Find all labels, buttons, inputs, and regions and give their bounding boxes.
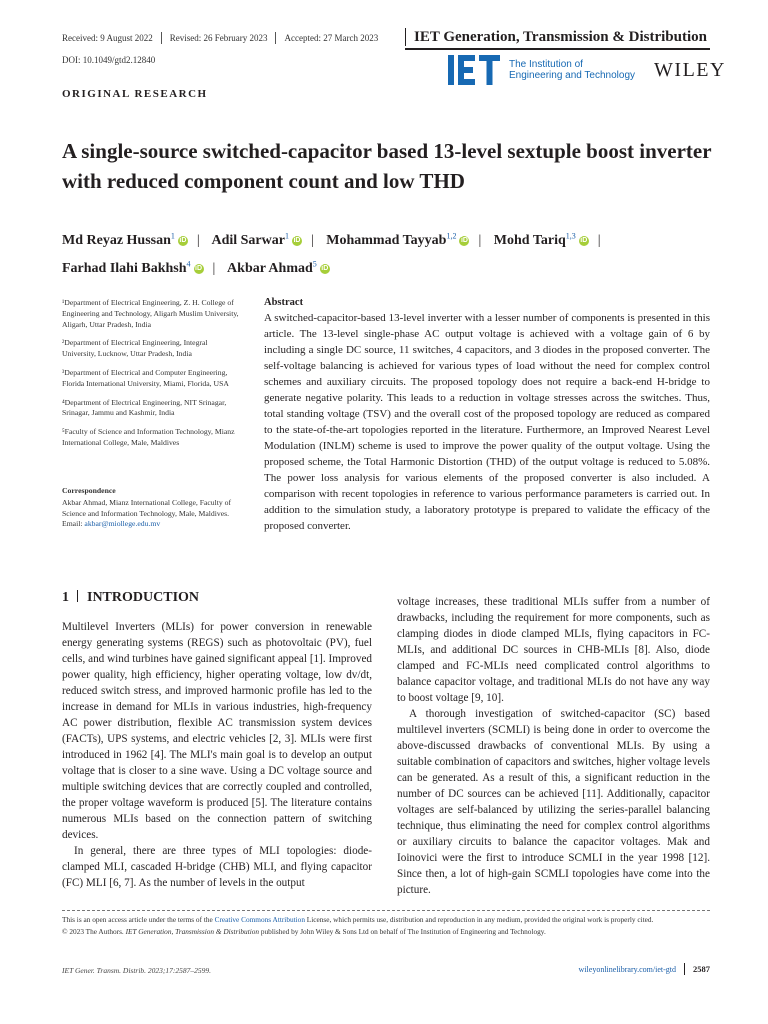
license-notice <box>62 914 710 938</box>
correspondence-email: Email: akbar@miollege.edu.mv <box>62 519 161 529</box>
orcid-icon[interactable]: iD <box>179 236 187 244</box>
abstract-text: A switched-capacitor-based 13-level inverter with a lesser number of components is presented in this article. The 13-level single-phase AC output voltage is achieved with a voltage gain of 6 by including a single DC source, 11 switches, 4 capacitors, and 3 diodes in the proposed converter. The self-voltage balancing is achieved for various types of load without the need for complex control schemes and auxiliary circuits. The proposed topology does not require a back-end H-bridge to generate negative polarity. This leads to a reduction in voltage stresses across the switches. Thus, total standing voltage (TSV) and the overall cost of the proposed topology are reduced as compared to the state-of-the-art topologies reported in the literature. Furthermore, an Improved Nearest Level Modulation (INLM) scheme is used to improve the power quality of the output voltage. Using the proposed scheme, the Total Harmonic Distortion (THD) of the output voltage is reduced to 5.08%. The power loss analysis for various elements of the proposed converter is also included. A comparison with recent topologies in reference to various performance parameters is carried out. In addition to the simulation study, a laboratory prototype is prepared to validate the efficacy of the proposed converter. <box>264 312 710 532</box>
journal-url-link[interactable]: wileyonlinelibrary.com/iet-gtd <box>578 964 676 974</box>
section-title: INTRODUCTION <box>87 590 200 605</box>
correspondence-heading: Correspondence <box>62 486 116 495</box>
orcid-icon[interactable]: iD <box>321 265 329 273</box>
author[interactable]: Md Reyaz Hussan$^1$iD <box>62 231 187 248</box>
author[interactable]: Adil Sarwar$^1$iD <box>211 231 301 248</box>
author[interactable]: Mohd Tariq$^{1,3}$iD <box>493 231 588 248</box>
abstract-heading: Abstract <box>264 297 304 308</box>
doi[interactable]: DOI: 10.1049/gtd2.12840 <box>62 55 156 65</box>
affiliation: ³Department of Electrical and Computer Engineering, Florida International University, Miami, Florida, USA <box>62 367 229 388</box>
affiliation: ²Department of Electrical Engineering, Integral University, Lucknow, Uttar Pradesh, India <box>62 338 208 359</box>
paragraph: A thorough investigation of switched-capacitor (SC) based multilevel inverters (SCMLI) is being done in order to overcome the above-discussed drawbacks of conventional MLIs. By using a suitable combination of capacitors and switches, higher voltage levels can be generated. As a result of this, a significant reduction in the number of DC sources can be achieved [11]. Additionally, capacitor voltages are self-balanced by utilizing the series-parallel balancing technique, thus eliminating the need for complex control algorithms or auxiliary circuits to balance the capacitor voltages. Mak and Ioinovici were the first to introduce SCMLI in the year 1998 [12]. Since then, a lot of high-gain SCMLI topologies have come into the picture. <box>397 708 710 896</box>
author[interactable]: Farhad Ilahi Bakhsh$^4$iD <box>62 259 202 277</box>
iet-institution-name <box>509 59 635 81</box>
affiliations <box>62 298 242 457</box>
body-column-left <box>62 590 372 891</box>
author[interactable]: Mohammad Tayyab$^{1,2}$iD <box>326 231 468 248</box>
footer-divider <box>62 910 710 911</box>
affiliation: ⁵Faculty of Science and Information Technology, Mianz International College, Male, Maldives <box>62 427 235 447</box>
cc-license-link[interactable]: Creative Commons Attribution <box>214 915 305 924</box>
publisher-logos <box>448 55 726 85</box>
paragraph: In general, there are three types of MLI topologies: diode-clamped MLI, cascaded H-bridge (CHB) MLI, and flying capacitor (FC) MLI [6, 7]. As the number of levels in the output <box>62 845 372 889</box>
received-date: Received: 9 August 2022 <box>62 33 153 43</box>
correspondence <box>62 486 252 530</box>
divider <box>275 32 276 44</box>
footer-citation: IET Gener. Transm. Distrib. 2023;17:2587–2599. <box>62 966 212 975</box>
copyright-line: © 2023 The Authors. IET Generation, Transmission & Distribution published by John Wiley & Sons Ltd on behalf of The Institution of Engineering and Technology. <box>62 927 546 936</box>
header-rule <box>405 48 710 50</box>
correspondence-text: Akbar Ahmad, Mianz International College, Faculty of Science and Information Technology, Male, Maldives. <box>62 497 232 518</box>
iet-name-line1: The Institution of <box>509 59 583 70</box>
iet-logo-icon <box>448 55 500 85</box>
orcid-icon[interactable]: iD <box>580 236 588 244</box>
body-column-right <box>397 594 710 898</box>
section-number: 1 <box>62 590 69 605</box>
affiliation: ⁴Department of Electrical Engineering, NIT Srinagar, Srinagar, Jammu and Kashmir, India <box>62 397 227 418</box>
author-list: Md Reyaz Hussan$^1$iD | Adil Sarwar$^1$iD | Mohammad Tayyab$^{1,2}$iD | Mohd Tariq$^{1,3}$iD | Farhad Ilahi Bakhsh$^4$iD | Akbar Ahmad$^5$iD <box>62 231 601 277</box>
article-title: A single-source switched-capacitor based 13-level sextuple boost inverter with reduced component count and low THD <box>62 139 712 193</box>
abstract <box>264 297 710 534</box>
journal-name: IET Generation, Transmission & Distribution <box>414 29 707 45</box>
page-number: 2587 <box>693 964 710 974</box>
orcid-icon[interactable]: iD <box>293 236 301 244</box>
orcid-icon[interactable]: iD <box>195 265 202 273</box>
author[interactable]: Akbar Ahmad$^5$iD <box>227 259 329 277</box>
email-link[interactable]: akbar@miollege.edu.mv <box>84 519 161 529</box>
journal-header <box>405 28 719 46</box>
license-line: This is an open access article under the terms of the Creative Commons Attribution License, which permits use, distribution and reproduction in any medium, provided the original work is properly cited. <box>62 915 654 924</box>
accepted-date: Accepted: 27 March 2023 <box>284 33 379 43</box>
wiley-logo: WILEY <box>654 58 726 81</box>
divider <box>161 32 162 44</box>
article-dates <box>62 33 378 44</box>
section-heading <box>62 590 372 606</box>
iet-name-line2: Engineering and Technology <box>509 70 636 81</box>
paragraph: Multilevel Inverters (MLIs) for power conversion in renewable energy generating systems (REGS) such as photovoltaic (PV), fuel cells, and wind turbines have gained significant appeal [1]. Improved power quality, high efficiency, higher operating voltage, low dv/dt, reduced switch stress, and improved harmonic profile has led to the increase in demand for MLIs in various industries, high-frequency AC power distribution, flexible AC transmission system devices (FACTs), UPS systems, and electric vehicles [2, 3]. MLIs were first introduced in 1962 [4]. The MLI's main goal is to develop an output voltage that is closer to a sine wave. Using a DC voltage source and multiple switching devices that are correctly coupled and controlled, the proper voltage waveform is produced [5]. The literature contains numerous MLIs based on the connection pattern of switching devices. <box>62 621 372 841</box>
affiliation: ¹Department of Electrical Engineering, Z. H. College of Engineering and Technology, Aligarh Muslim University, Aligarh, Uttar Pradesh, India <box>62 298 239 329</box>
revised-date: Revised: 26 February 2023 <box>169 33 268 43</box>
footer-right <box>579 963 710 975</box>
orcid-icon[interactable]: iD <box>460 236 468 244</box>
article-type: ORIGINAL RESEARCH <box>62 88 208 100</box>
paragraph: voltage increases, these traditional MLIs suffer from a number of drawbacks, including the requirement for more components, such as clamping diodes in diode clamped MLIs, flying capacitors in FC-MLIs, and additional DC sources in CHB-MLIs [8]. Also, diode clamped and FC-MLIs need complicated control algorithms to balance capacitor voltage, and traditional MLIs do not have any way to boost voltage [9, 10]. <box>397 596 710 704</box>
